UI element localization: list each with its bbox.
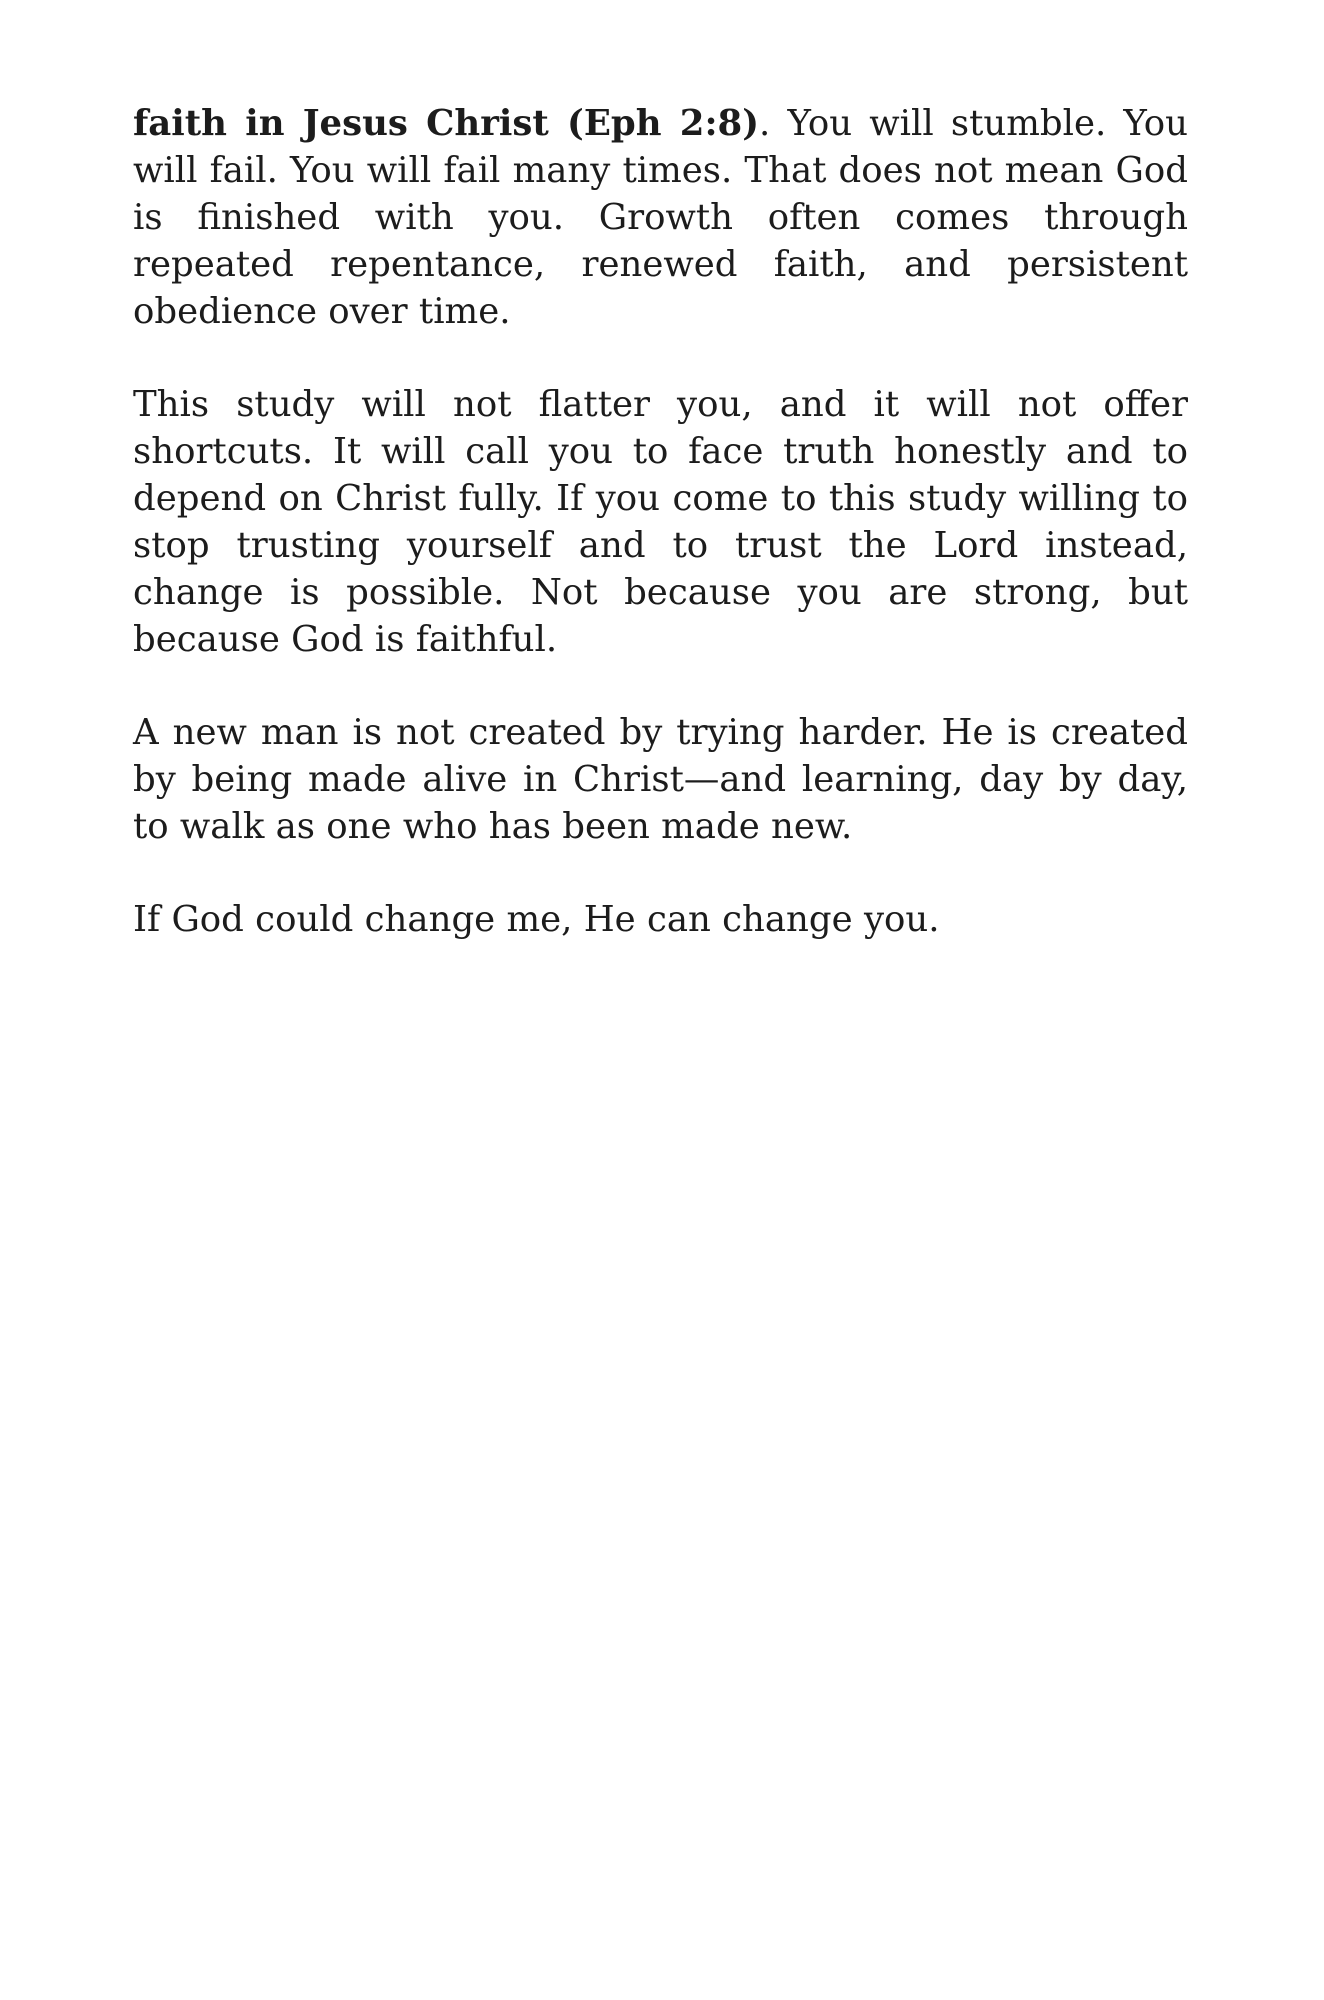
paragraph-4: If God could change me, He can change you. — [133, 899, 940, 940]
document-page — [133, 100, 1188, 989]
paragraph-2: This study will not flatter you, and it will not offer shortcuts. It will call you to face truth honestly and to depend on Christ fully. If you come to this study willing to stop trusting yourself and to trust the Lord instead, change is possible. Not because you are strong, but because God is faithful. — [133, 384, 1188, 660]
paragraph-3: A new man is not created by trying harder. He is created by being made alive in Christ—and learning, day by day, to walk as one who has been made new. — [133, 712, 1188, 847]
paragraph-1-text: . You will stumble. You will fail. You will fail many times. That does not mean God is finished with you. Growth often comes through repeated repentance, renewed faith, and persistent obedience over time. — [133, 103, 1188, 332]
paragraph-1 — [133, 100, 1188, 335]
bold-scripture-reference: faith in Jesus Christ (Eph 2:8) — [133, 103, 760, 144]
